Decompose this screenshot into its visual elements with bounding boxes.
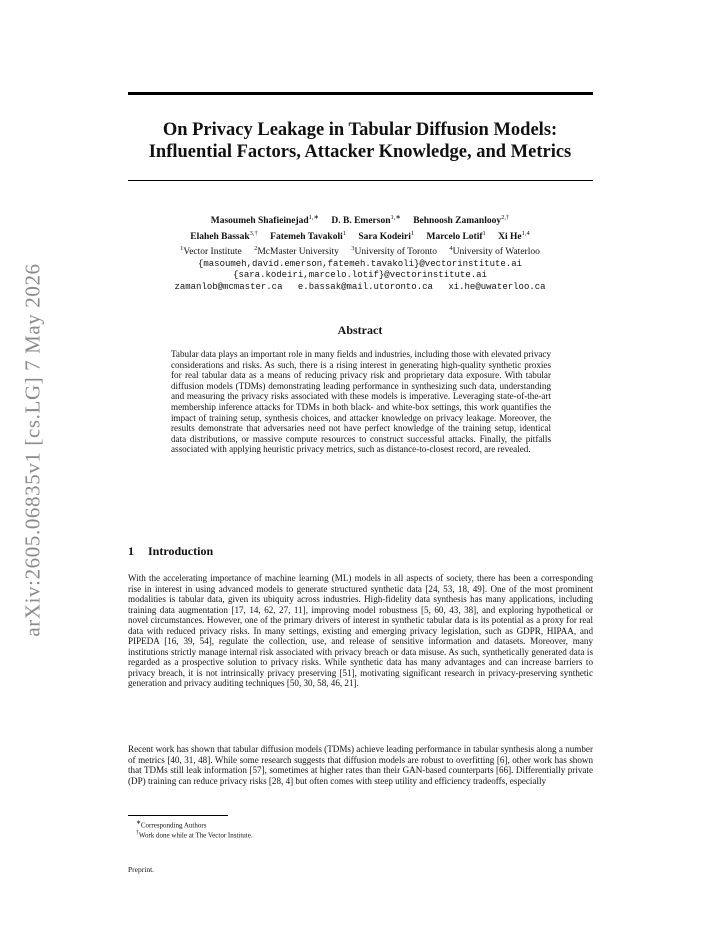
author-affil: 1 <box>410 229 415 237</box>
author-name: Elaheh Bassak <box>190 231 250 242</box>
title-line-2: Influential Factors, Attacker Knowledge, and Metrics <box>148 142 572 162</box>
paper-title <box>100 119 620 163</box>
author-affil: 1 <box>342 229 346 237</box>
email-line-3 <box>100 282 620 294</box>
title-rule <box>128 180 593 181</box>
affil-marker: 1 <box>180 245 184 253</box>
author-affil: 1,∗ <box>390 214 401 221</box>
email: e.bassak@mail.utoronto.ca <box>297 281 433 292</box>
email: zamanlob@mcmaster.ca <box>174 281 283 292</box>
title-line-1: On Privacy Leakage in Tabular Diffusion Models: <box>162 120 558 140</box>
footnote-rule <box>128 815 228 816</box>
top-rule <box>128 92 593 95</box>
affiliation: University of Toronto <box>354 247 438 258</box>
author-affil: 3,† <box>249 229 258 237</box>
affiliation: McMaster University <box>257 247 339 258</box>
author-name: D. B. Emerson <box>331 216 391 227</box>
affiliation-line <box>100 243 620 259</box>
preprint-label: Preprint. <box>128 865 155 874</box>
section-number: 1 <box>128 544 134 558</box>
affiliation: University of Waterloo <box>452 247 540 258</box>
author-name: Masoumeh Shafieinejad <box>210 216 309 227</box>
footnote-mark: † <box>136 830 139 836</box>
email-line-2: {sara.kodeiri,marcelo.lotif}@vectorinstitute.ai <box>233 270 487 281</box>
footnote-2 <box>136 829 536 840</box>
intro-paragraph-1: With the accelerating importance of machine learning (ML) models in all aspects of society, there has been a corresponding rise in interest in using advanced models to generate structured synthetic data [24, 53, 18, 49]. One of the most prominent modalities is tabular data, given its ubiquity across industries. High-fidelity data synthesis has many applications, including training data augmentation [17, 14, 62, 27, 11], improving model robustness [5, 60, 43, 38], and exploring hypothetical or novel circumstances. However, one of the primary drivers of interest in synthetic tabular data is its potential as a proxy for real data with reduced privacy risks. In many settings, existing and emerging privacy legislation, such as GDPR, HIPAA, and PIPEDA [16, 39, 54], regulate the collection, use, and release of sensitive information and datasets. Moreover, many institutions strictly manage internal risk associated with privacy breach or data misuse. As such, synthetically generated data is regarded as a prospective solution to privacy risks. While synthetic data has many advantages and can increase barriers to privacy breach, it is not intrinsically privacy preserving [51], motivating significant research in privacy-preserving synthetic generation and privacy auditing techniques [50, 30, 58, 46, 21]. <box>128 573 593 689</box>
author-line-2 <box>100 228 620 244</box>
author-line-1 <box>100 212 620 228</box>
author-affil: 1,4 <box>521 229 530 237</box>
author-block <box>100 212 620 293</box>
arxiv-watermark: arXiv:2605.06835v1 [cs.LG] 7 May 2026 <box>20 263 45 637</box>
intro-paragraph-2: Recent work has shown that tabular diffusion models (TDMs) achieve leading performance in tabular synthesis along a number of metrics [40, 31, 48]. While some research suggests that diffusion models are robust to overfitting [6], other work has shown that TDMs still leak information [57], sometimes at higher rates than their GAN-based counterparts [66]. Differentially private (DP) training can reduce privacy risks [28, 4] but often comes with steep utility and efficiency tradeoffs, especially <box>128 744 593 786</box>
email: xi.he@uwaterloo.ca <box>448 281 546 292</box>
abstract-text: Tabular data plays an important role in many fields and industries, including those with elevated privacy considerations and risks. As such, there is a rising interest in generating high-quality synthetic proxies for real tabular data as a means of reducing privacy risk and proprietary data exposure. With tabular diffusion models (TDMs) demonstrating leading performance in synthesizing such data, understanding and measuring the privacy risks associated with these models is imperative. Leveraging state-of-the-art membership inference attacks for TDMs in both black- and white-box settings, this work quantifies the impact of training setup, synthesis choices, and attacker knowledge on privacy leakage. Moreover, the results demonstrate that adversaries need not have perfect knowledge of the training setup, identical data distributions, or massive compute resources to construct successful attacks. Finally, the pitfalls associated with applying heuristic privacy metrics, such as distance-to-closest record, are revealed. <box>171 349 551 455</box>
affil-marker: 4 <box>449 245 453 253</box>
author-affil: 2,† <box>501 214 510 221</box>
affil-marker: 2 <box>254 245 258 253</box>
affil-marker: 3 <box>351 245 355 253</box>
author-affil: 1,∗ <box>308 214 319 221</box>
author-name: Sara Kodeiri <box>358 231 411 242</box>
section-heading <box>128 544 213 559</box>
footnote-text: Work done while at The Vector Institute. <box>138 831 253 840</box>
author-name: Xi He <box>498 231 522 242</box>
author-name: Behnoosh Zamanlooy <box>413 216 502 227</box>
author-name: Marcelo Lotif <box>426 231 483 242</box>
email-line-1: {masoumeh,david.emerson,fatemeh.tavakoli}@vectorinstitute.ai <box>197 258 523 269</box>
footnote-text: Corresponding Authors <box>140 821 207 830</box>
affiliation: Vector Institute <box>183 247 242 258</box>
footnote-mark: ∗ <box>136 820 141 826</box>
author-name: Fatemeh Tavakoli <box>270 231 343 242</box>
author-affil: 1 <box>482 229 486 237</box>
abstract-heading: Abstract <box>337 323 383 337</box>
section-title: Introduction <box>148 544 214 558</box>
